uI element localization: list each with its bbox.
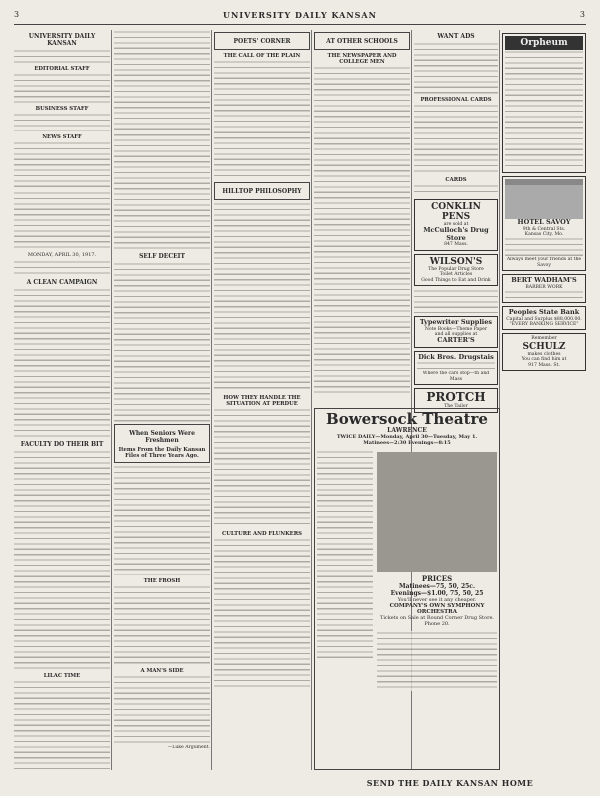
culture-heading: CULTURE AND FLUNKERS <box>222 531 302 537</box>
want-ads-heading: WANT ADS <box>437 33 475 40</box>
editorial-self-deceit: SELF DECEIT <box>139 253 185 260</box>
conklin-ad: CONKLIN PENS are sold at McCulloch's Drug Store 847 Mass. <box>414 199 498 251</box>
masthead-title: UNIVERSITY DAILY KANSAN <box>223 10 377 20</box>
seniors-heading: When Seniors Were Freshmen <box>129 430 195 444</box>
column-4 <box>314 30 410 402</box>
paper-name: UNIVERSITY DAILY KANSAN <box>28 33 96 47</box>
bert-wadham-ad: BERT WADHAM'S BARBER WORK <box>502 274 586 303</box>
peoples-bank-ad: Peoples State Bank Capital and Surplus $88,000.00. "EVERY BANKING SERVICE" <box>502 306 586 330</box>
editorial-staff-heading: EDITORIAL STAFF <box>34 66 90 72</box>
wilson-ad: WILSON'S The Popular Drug Store Toilet Articles Good Things to Eat and Drink <box>414 254 498 286</box>
theatre-title: Bowersock Theatre <box>326 410 488 428</box>
column-6 <box>502 30 586 770</box>
page-number: 3 <box>14 10 21 19</box>
dick-bros-ad: Dick Bros. Drugstais Where the cars stop—th and Mass <box>414 351 498 385</box>
date-line: MONDAY, APRIL 30, 1917. <box>27 252 97 258</box>
poem-call-of-plain: THE CALL OF THE PLAIN <box>223 53 301 59</box>
actress-picture <box>377 452 497 572</box>
poets-corner-heading: POETS' CORNER <box>233 38 291 45</box>
seniors-subheading: Items From the Daily Kansan Files of Three Years Ago. <box>118 447 206 459</box>
proctor-ad: PROTCH The Tailor <box>414 388 498 412</box>
typewriter-ad: Typewriter Supplies Note Books—Theme Paper and all supplies at CARTER'S <box>414 316 498 348</box>
column-5 <box>414 30 498 410</box>
business-staff-heading: BUSINESS STAFF <box>35 106 89 112</box>
news-staff-heading: NEWS STAFF <box>42 134 82 140</box>
other-schools-heading: AT OTHER SCHOOLS <box>326 38 398 45</box>
column-3 <box>214 30 310 770</box>
page-number-right: 3 <box>579 10 586 19</box>
other-schools-box <box>314 32 410 50</box>
hilltop-box <box>214 182 310 200</box>
perdue-heading: HOW THEY HANDLE THE SITUATION AT PERDUE <box>223 395 301 407</box>
poem-lilac-time: LILAC TIME <box>43 673 81 680</box>
editorial-clean-campaign: A CLEAN CAMPAIGN <box>26 279 98 287</box>
professional-cards-heading: PROFESSIONAL CARDS <box>420 97 492 103</box>
footer-banner: SEND THE DAILY KANSAN HOME <box>366 778 534 788</box>
schulz-ad: Remember SCHULZ makes clothes You can find him at 917 Mass. St. <box>502 333 586 371</box>
hotel-savoy-ad: HOTEL SAVOY 9th & Central Sts. Kansas City, Mo. Always meet your friends at the Savoy <box>502 176 586 271</box>
bowersock-theatre-ad: Bowersock Theatre LAWRENCE TWICE DAILY—Monday, April 30—Tuesday, May 1. Matinees—2:30 Evenings—8:15 PRICES Matinees—75, 50, 25c. Evenings—$1.00, 75, 50, 25 You'll never see it any cheaper. COMPANY'S OWN SYMPHONY ORCHESTRA Tickets on Sale at Round Corner Drug Store. Phone 20. <box>314 408 500 770</box>
column-2 <box>114 30 210 770</box>
poets-corner-box <box>214 32 310 50</box>
frosh-heading: THE FROSH <box>143 578 181 584</box>
column-1 <box>14 30 110 770</box>
cards-heading: CARDS <box>445 177 467 183</box>
other-schools-sub: THE NEWSPAPER AND COLLEGE MEN <box>327 53 397 65</box>
orpheum-ad: Orpheum <box>502 33 586 173</box>
hilltop-heading: HILLTOP PHILOSOPHY <box>222 188 302 195</box>
hotel-picture <box>505 179 583 219</box>
editorial-faculty: FACULTY DO THEIR BIT <box>20 441 104 449</box>
page-masthead <box>14 10 586 25</box>
seniors-box <box>114 424 210 463</box>
mans-side-heading: A MAN'S SIDE <box>140 668 184 674</box>
signature: —Luke Argument. <box>167 745 210 750</box>
